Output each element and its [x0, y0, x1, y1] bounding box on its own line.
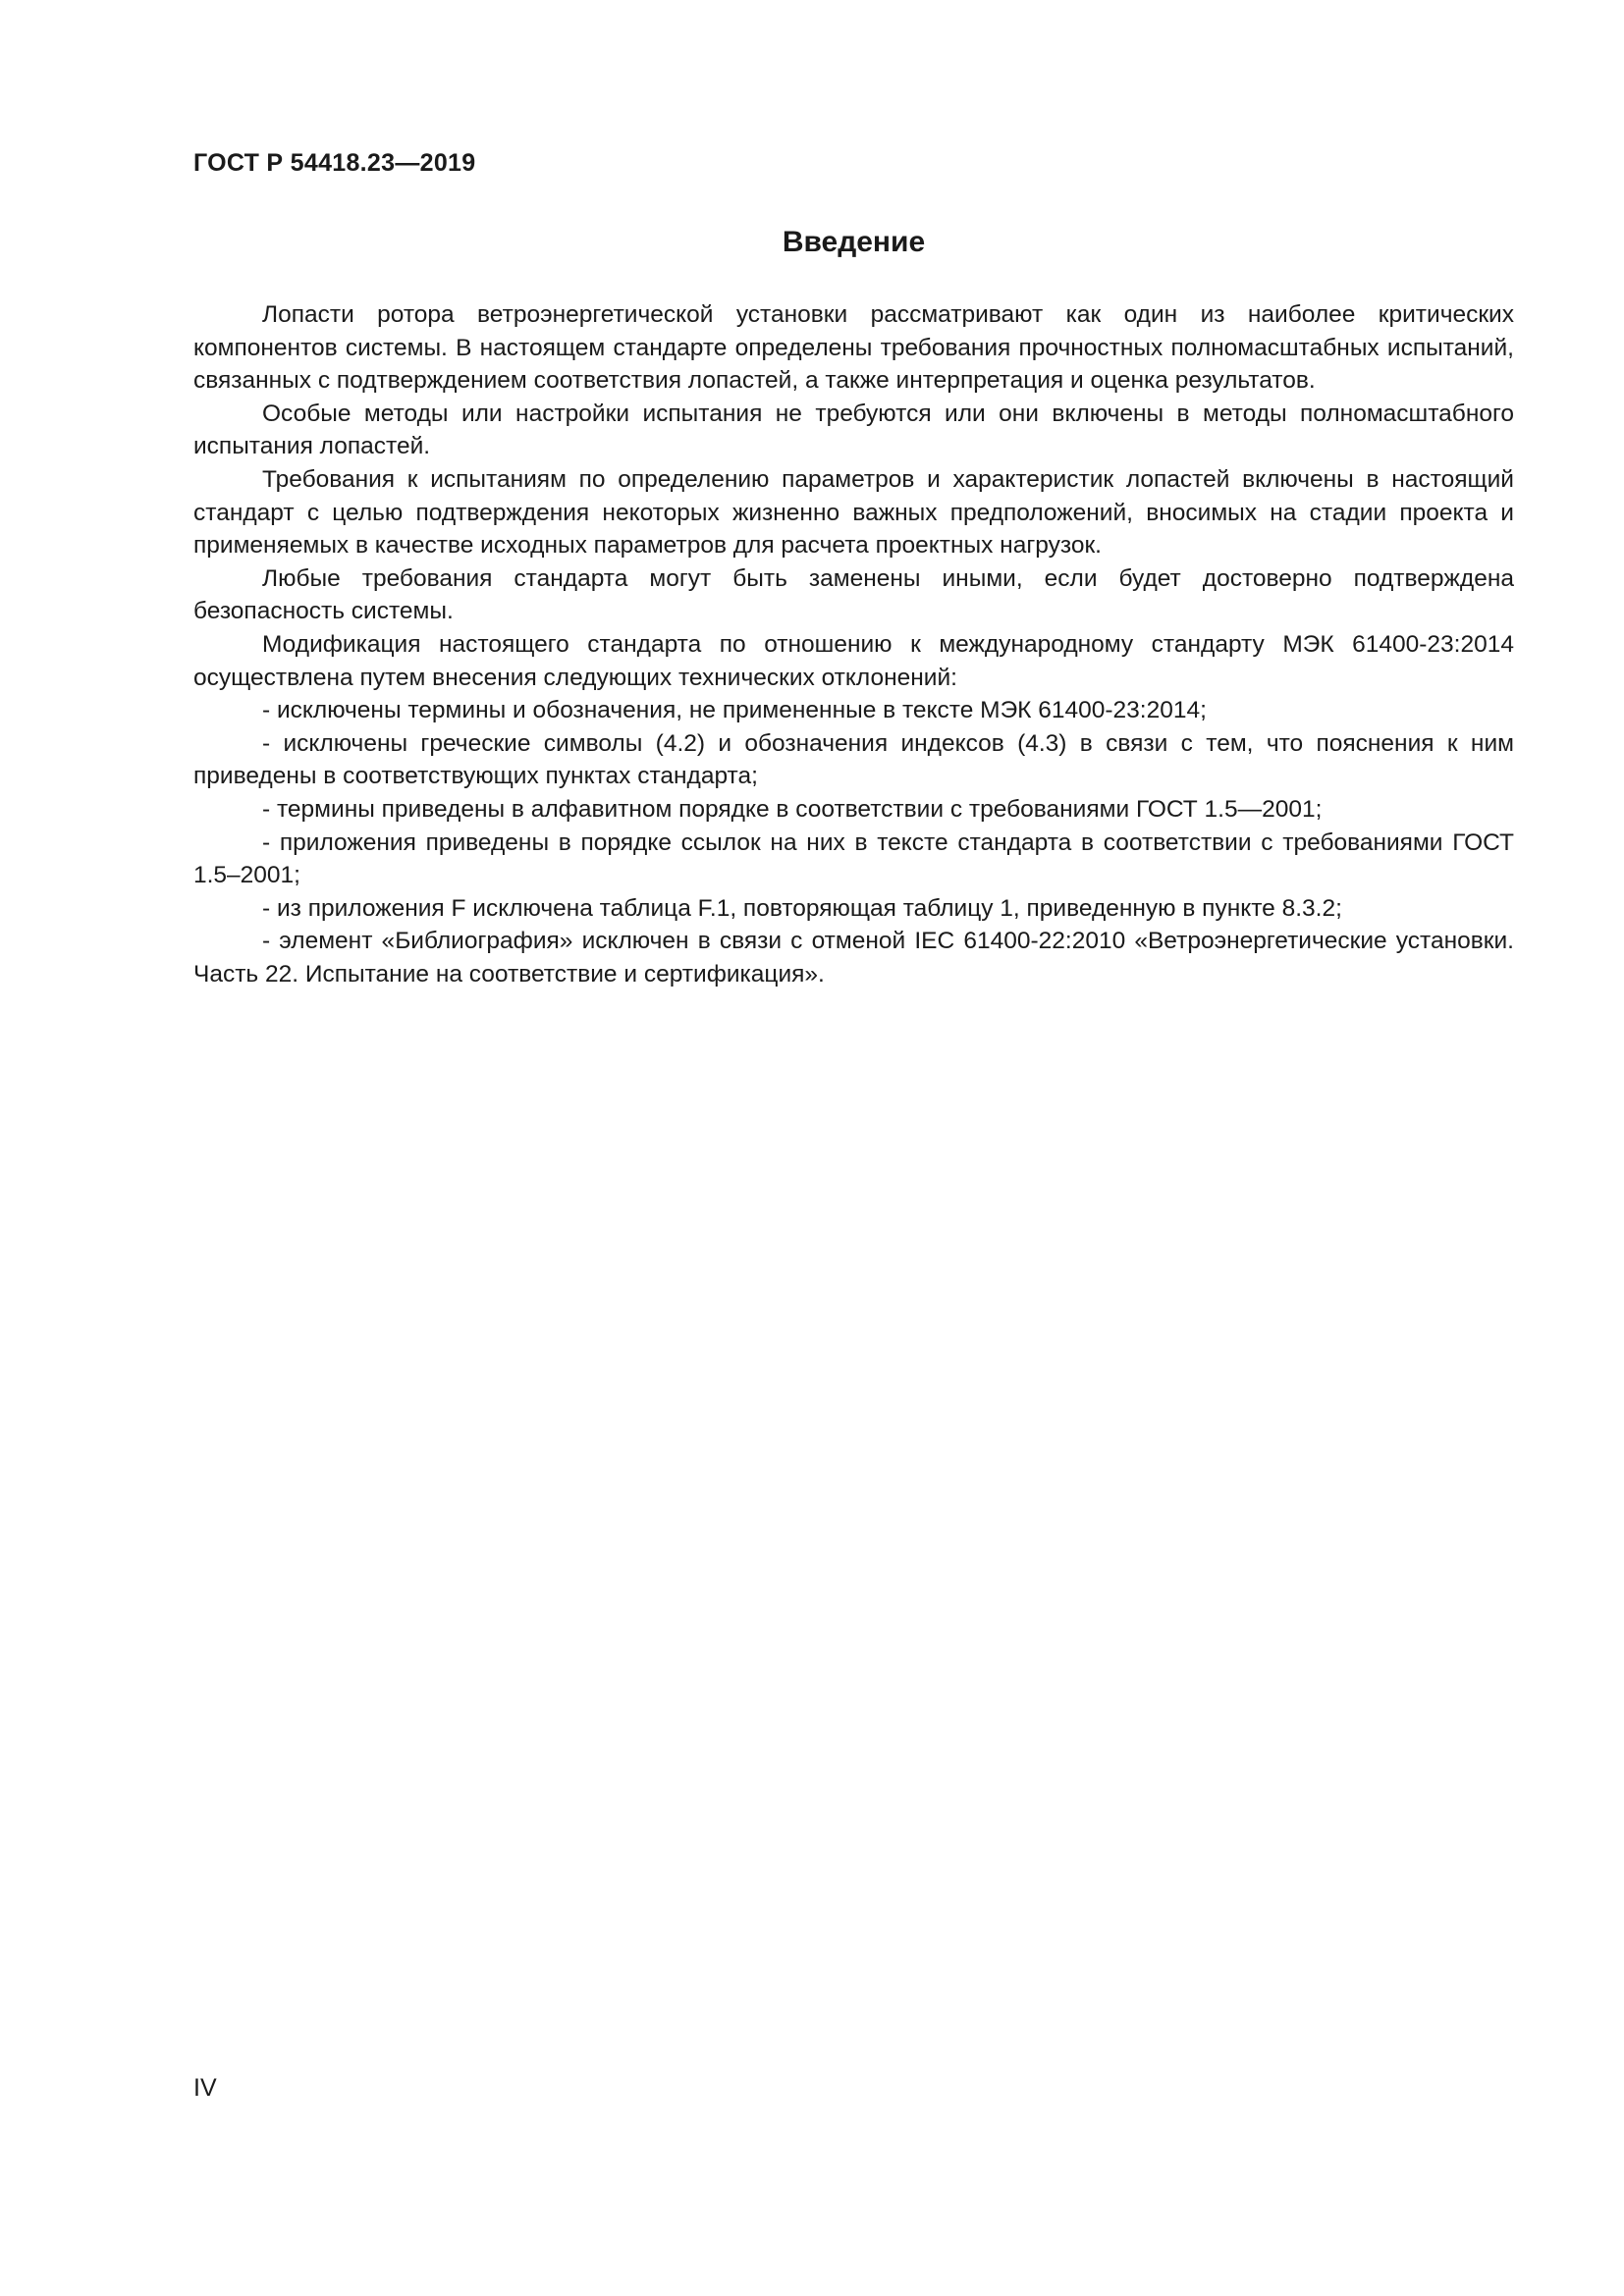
- paragraph-modification: Модификация настоящего стандарта по отношению к международному стандарту МЭК 61400-23:2014 осуществлена путем внесения следующих технических отклонений:: [193, 630, 1514, 691]
- list-item-deviation: - исключены термины и обозначения, не примененные в тексте МЭК 61400-23:2014;: [262, 697, 1207, 724]
- section-title: Введение: [782, 226, 926, 258]
- list-item-deviation: - элемент «Библиография» исключен в связи с отменой IEC 61400-22:2010 «Ветроэнергетические установки. Часть 22. Испытание на соответствие и сертификация».: [193, 928, 1514, 988]
- paragraph-test-requirements: Требования к испытаниям по определению параметров и характеристик лопастей включены в настоящий стандарт с целью подтверждения некоторых жизненно важных предположений, вносимых на стадии проекта и применяемых в качестве исходных параметров для расчета проектных нагрузок.: [193, 465, 1514, 560]
- paragraph-special-methods: Особые методы или настройки испытания не требуются или они включены в методы полномасштабного испытания лопастей.: [193, 400, 1514, 460]
- page-number: IV: [193, 2074, 217, 2102]
- list-item-deviation: - термины приведены в алфавитном порядке в соответствии с требованиями ГОСТ 1.5—2001;: [262, 795, 1323, 823]
- list-item-deviation: - исключены греческие символы (4.2) и обозначения индексов (4.3) в связи с тем, что пояснения к ним приведены в соответствующих пунктах стандарта;: [193, 729, 1514, 790]
- list-item-deviation: - из приложения F исключена таблица F.1, повторяющая таблицу 1, приведенную в пункте 8.3.2;: [262, 894, 1342, 922]
- introduction-body: [193, 298, 1514, 990]
- list-item-deviation: - приложения приведены в порядке ссылок на них в тексте стандарта в соответствии с требованиями ГОСТ 1.5–2001;: [193, 828, 1514, 889]
- document-code-header: ГОСТ Р 54418.23—2019: [193, 149, 476, 177]
- paragraph-alternative-requirements: Любые требования стандарта могут быть заменены иными, если будет достоверно подтверждена безопасность системы.: [193, 564, 1514, 625]
- paragraph-blades-critical: Лопасти ротора ветроэнергетической установки рассматривают как один из наиболее критических компонентов системы. В настоящем стандарте определены требования прочностных полномасштабных испытаний, связанных с подтверждением соответствия лопастей, а также интерпретация и оценка результатов.: [193, 301, 1514, 395]
